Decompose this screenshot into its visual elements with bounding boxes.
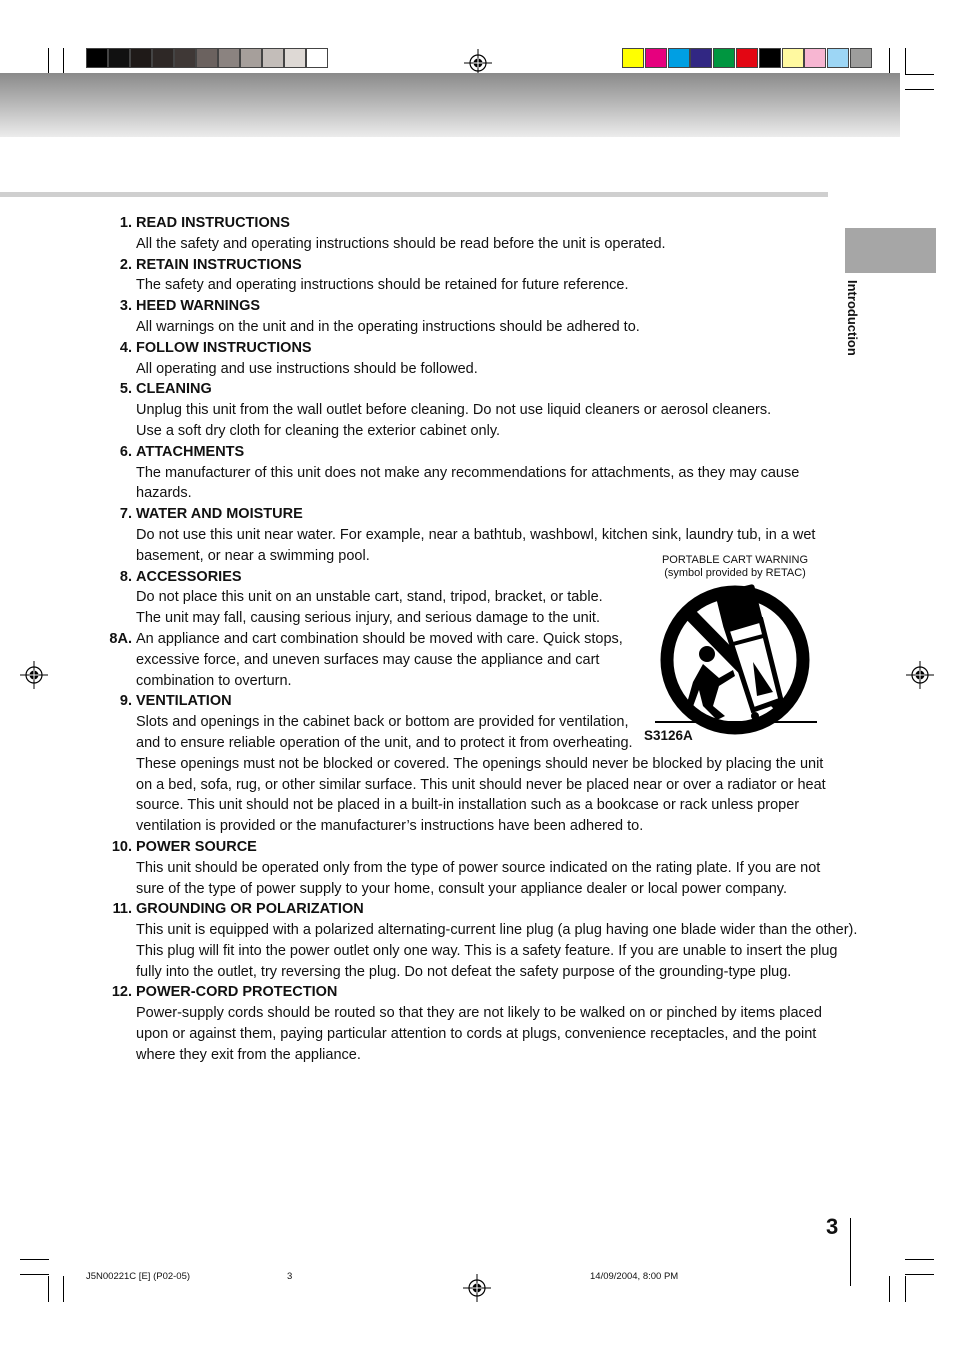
registration-target-icon (906, 661, 934, 689)
color-swatch (218, 48, 240, 68)
item-title: POWER SOURCE (136, 838, 257, 855)
item-text-line: Do not place this unit on an unstable cart, stand, tripod, bracket, or table. (136, 589, 603, 606)
color-swatch (804, 48, 826, 68)
color-swatch (86, 48, 108, 68)
item-number: 6. (119, 443, 132, 460)
item-text-line: source. This unit should not be placed in a built-in installation such as a bookcase or rack unless proper (136, 797, 800, 814)
color-swatch (622, 48, 644, 68)
item-number: 9. (119, 693, 132, 710)
item-text-line: on a bed, sofa, rug, or other similar surface. This unit should never be placed near or over a radiator or heat (136, 776, 826, 793)
color-swatch (174, 48, 196, 68)
crop-mark (905, 1274, 934, 1275)
color-swatch (827, 48, 849, 68)
color-swatch (130, 48, 152, 68)
color-swatch (645, 48, 667, 68)
item-title: ATTACHMENTS (136, 443, 245, 460)
item-text-line: This unit should be operated only from the type of power source indicated on the rating plate. If you are not (136, 859, 821, 876)
color-swatch (736, 48, 758, 68)
item-text-line: The unit may fall, causing serious injury, and serious damage to the unit. (136, 610, 600, 627)
list-item (100, 982, 830, 1065)
crop-mark (905, 89, 934, 90)
item-number: 10. (111, 838, 132, 855)
list-item (100, 442, 830, 504)
item-text-line: Slots and openings in the cabinet back or bottom are provided for ventilation, (136, 714, 629, 731)
item-number: 2. (119, 256, 132, 273)
color-swatch (759, 48, 781, 68)
crop-mark (905, 1259, 934, 1260)
item-title: POWER-CORD PROTECTION (136, 984, 338, 1001)
crop-mark (48, 1276, 49, 1302)
item-text-line: upon or against them, paying particular attention to cords at plugs, convenience receptacles, and the point (136, 1026, 817, 1043)
list-item (100, 296, 830, 338)
item-title: CLEANING (136, 381, 212, 398)
color-swatch (152, 48, 174, 68)
item-number: 7. (119, 506, 132, 523)
item-text-line: where they exit from the appliance. (136, 1046, 361, 1063)
item-text-line: ventilation is provided or the manufacturer’s instructions have been adhered to. (136, 818, 644, 835)
item-title: WATER AND MOISTURE (136, 506, 303, 523)
item-number: 5. (119, 381, 132, 398)
item-number: 11. (112, 901, 132, 918)
item-title: FOLLOW INSTRUCTIONS (136, 339, 312, 356)
item-text-line: These openings must not be blocked or covered. The openings should never be blocked by placing the unit (136, 755, 824, 772)
item-text-line: and to ensure reliable operation of the unit, and to protect it from overheating. (136, 734, 633, 751)
item-number: 4. (119, 339, 132, 356)
cart-warning-code: S3126A (644, 728, 693, 743)
color-swatch (690, 48, 712, 68)
item-title: ACCESSORIES (136, 568, 242, 585)
item-text-line: hazards. (136, 485, 192, 502)
page-number: 3 (826, 1214, 839, 1239)
list-item (100, 338, 830, 380)
item-text-line: The manufacturer of this unit does not make any recommendations for attachments, as they may cause (136, 464, 800, 481)
list-item (100, 837, 830, 899)
footer-page: 3 (287, 1271, 293, 1282)
item-text-line: Unplug this unit from the wall outlet before cleaning. Do not use liquid cleaners or aerosol cleaners. (136, 402, 772, 419)
color-swatch (850, 48, 872, 68)
crop-mark (20, 1274, 49, 1275)
crop-mark (905, 1276, 906, 1302)
side-tab (845, 228, 936, 273)
registration-target-icon (463, 1274, 491, 1302)
color-swatch (262, 48, 284, 68)
item-text-line: All warnings on the unit and in the operating instructions should be adhered to. (136, 318, 640, 335)
cart-warning (640, 554, 830, 743)
color-swatch (306, 48, 328, 68)
page-number-rule (850, 1218, 851, 1286)
cart-warning-caption-line1: PORTABLE CART WARNING (661, 554, 809, 566)
list-item (100, 379, 830, 441)
crop-mark (889, 48, 890, 74)
crop-mark (20, 1259, 49, 1260)
crop-mark (63, 48, 64, 74)
registration-target-icon (20, 661, 48, 689)
crop-mark (905, 74, 934, 75)
color-swatch (713, 48, 735, 68)
color-swatch (782, 48, 804, 68)
list-item (100, 213, 830, 255)
item-text-line: Power-supply cords should be routed so that they are not likely to be walked on or pinched by items placed (136, 1005, 822, 1022)
item-number: 3. (119, 298, 132, 315)
item-text-line: excessive force, and uneven surfaces may cause the appliance and cart (136, 651, 600, 668)
item-text-line: basement, or near a swimming pool. (136, 547, 370, 564)
footer-doc-code: J5N00221C [E] (P02-05) (86, 1271, 191, 1282)
item-text-line: This plug will fit into the power outlet only one way. This is a safety feature. If you are unable to insert the plug (136, 942, 838, 959)
item-number: 1. (119, 215, 132, 231)
side-label: Introduction (845, 280, 860, 356)
crop-mark (48, 48, 49, 74)
cart-warning-caption-line2: (symbol provided by RETAC) (664, 567, 806, 579)
item-title: READ INSTRUCTIONS (136, 215, 290, 231)
item-text-line: fully into the outlet, try reversing the plug. Do not defeat the safety purpose of the grounding-type plug. (136, 963, 792, 980)
item-text-line: combination to overturn. (136, 672, 292, 689)
item-text-line: Use a soft dry cloth for cleaning the exterior cabinet only. (136, 422, 501, 439)
color-swatch (196, 48, 218, 68)
tipping-cart-warning-icon (655, 582, 825, 738)
color-swatch (108, 48, 130, 68)
item-number: 8. (119, 568, 132, 585)
list-item (100, 899, 858, 982)
item-number: 8A. (109, 630, 132, 647)
item-text-line: This unit is equipped with a polarized alternating-current line plug (a plug having one blade wider than the other). (136, 922, 858, 939)
header-gradient-band (0, 73, 900, 137)
crop-mark (63, 1276, 64, 1302)
footer-datetime: 14/09/2004, 8:00 PM (590, 1271, 679, 1282)
item-text-line: An appliance and cart combination should be moved with care. Quick stops, (136, 630, 623, 647)
item-title: RETAIN INSTRUCTIONS (136, 256, 302, 273)
item-text-line: Do not use this unit near water. For example, near a bathtub, washbowl, kitchen sink, laundry tub, in a wet (136, 526, 816, 543)
list-item (100, 255, 830, 297)
item-number: 12. (111, 984, 132, 1001)
cart-warning-caption (640, 554, 830, 580)
item-title: HEED WARNINGS (136, 298, 261, 315)
item-text-line: The safety and operating instructions should be retained for future reference. (136, 277, 629, 294)
item-title: VENTILATION (136, 693, 232, 710)
item-text-line: All the safety and operating instructions should be read before the unit is operated. (136, 235, 666, 252)
color-swatch (284, 48, 306, 68)
color-swatch (240, 48, 262, 68)
color-swatch (668, 48, 690, 68)
item-text-line: sure of the type of power supply to your home, consult your appliance dealer or local power company. (136, 880, 787, 897)
item-title: GROUNDING OR POLARIZATION (136, 901, 364, 918)
item-text-line: All operating and use instructions should be followed. (136, 360, 478, 377)
crop-mark (905, 48, 906, 74)
crop-mark (889, 1276, 890, 1302)
section-rule (0, 192, 828, 197)
